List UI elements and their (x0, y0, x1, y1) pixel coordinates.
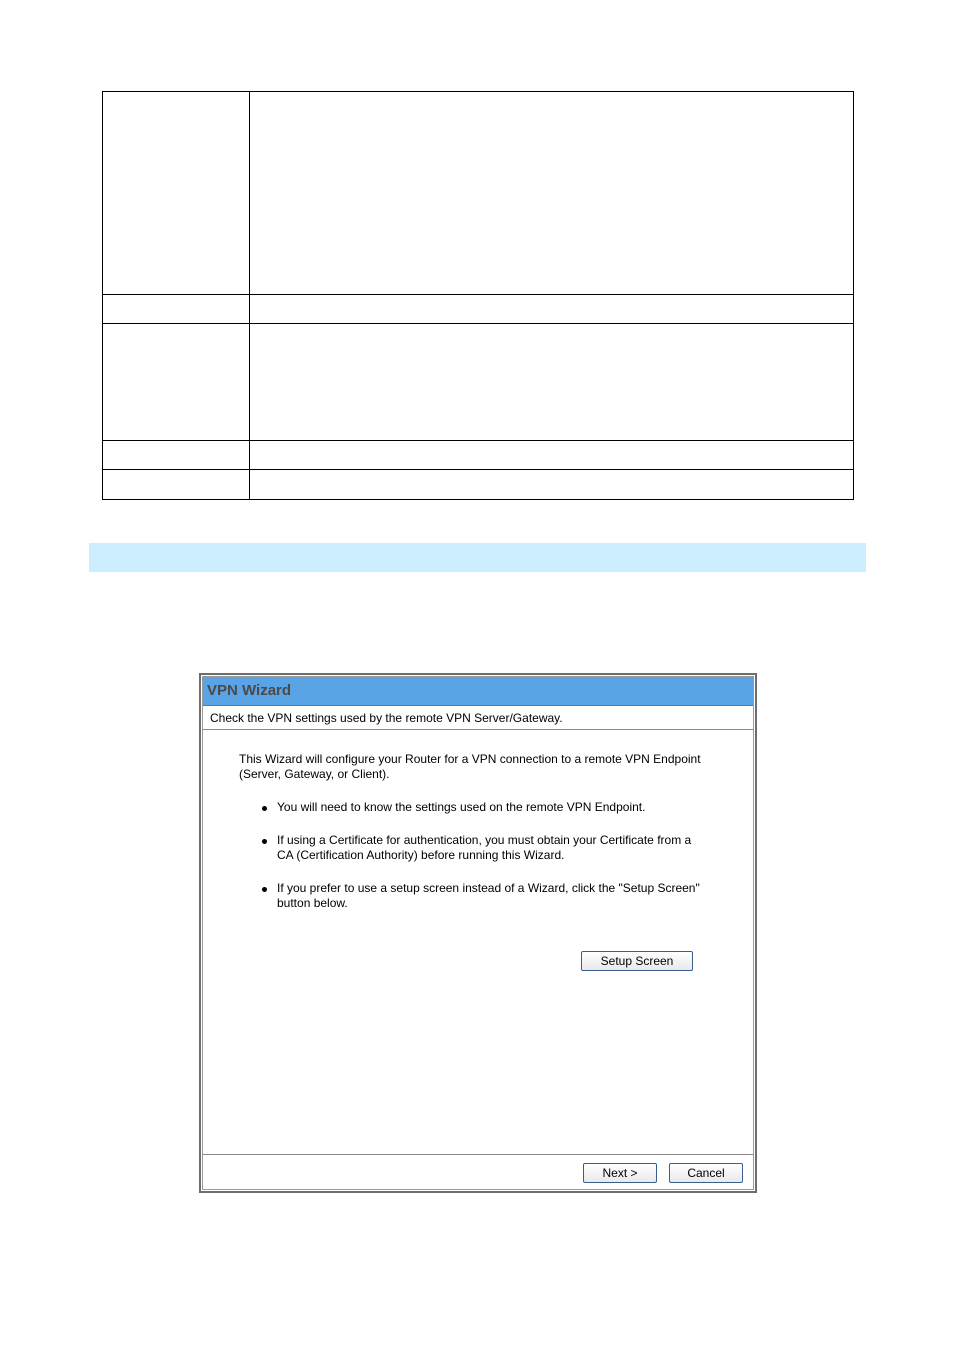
list-item (239, 800, 709, 815)
table-cell (250, 470, 854, 500)
table-cell (103, 470, 250, 500)
document-table (102, 91, 854, 500)
bullet-text: You will need to know the settings used on the remote VPN Endpoint. (277, 800, 646, 814)
bullet-text: If using a Certificate for authentication, you must obtain your Certificate from a CA (Certification Authority) before running this Wizard. (277, 833, 692, 862)
table-cell (103, 441, 250, 470)
list-item (239, 881, 709, 911)
table-cell (250, 441, 854, 470)
wizard-body (203, 730, 753, 1154)
table-cell (103, 92, 250, 295)
next-button[interactable]: Next > (583, 1163, 657, 1183)
table-row (103, 324, 854, 441)
wizard-frame (202, 676, 754, 1190)
bullet-text: If you prefer to use a setup screen instead of a Wizard, click the "Setup Screen" button below. (277, 881, 700, 910)
cancel-button[interactable]: Cancel (669, 1163, 743, 1183)
wizard-bullet-list (239, 800, 709, 929)
wizard-subtitle-bar (203, 706, 753, 730)
wizard-intro-text: This Wizard will configure your Router for a VPN connection to a remote VPN Endpoint (Server, Gateway, or Client). (239, 752, 701, 781)
wizard-footer (203, 1154, 753, 1189)
bullet-icon (262, 806, 267, 811)
bullet-icon (262, 839, 267, 844)
table-row (103, 295, 854, 324)
table-cell (250, 295, 854, 324)
list-item (239, 833, 709, 863)
section-heading-band (89, 543, 866, 572)
wizard-title: VPN Wizard (207, 682, 292, 699)
bullet-icon (262, 887, 267, 892)
wizard-title-bar (203, 677, 753, 706)
table-cell (103, 324, 250, 441)
setup-screen-button[interactable]: Setup Screen (581, 951, 693, 971)
table-cell (103, 295, 250, 324)
table-cell (250, 92, 854, 295)
table-row (103, 470, 854, 500)
table-cell (250, 324, 854, 441)
wizard-subtitle: Check the VPN settings used by the remote VPN Server/Gateway. (210, 711, 563, 725)
table-row (103, 441, 854, 470)
vpn-wizard-window (199, 673, 757, 1193)
table-row (103, 92, 854, 295)
